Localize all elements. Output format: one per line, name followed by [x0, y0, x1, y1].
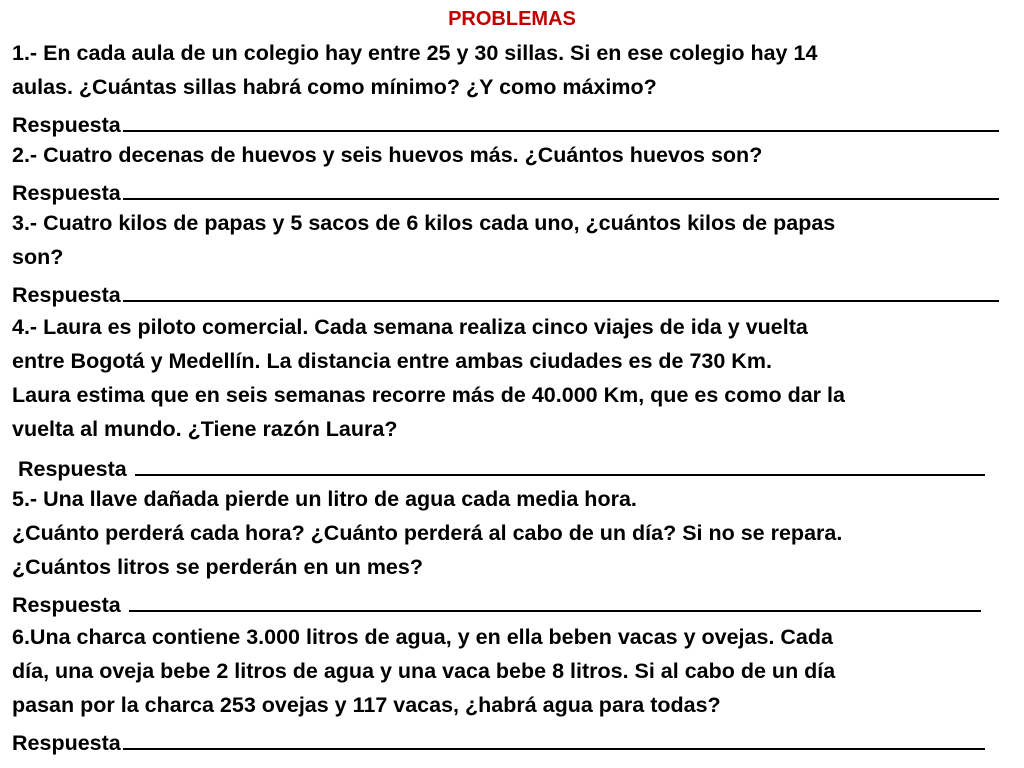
problem-5-line-2: ¿Cuánto perderá cada hora? ¿Cuánto perderá al cabo de un día? Si no se repara.: [12, 521, 843, 545]
problem-5-line-3: ¿Cuántos litros se perderán en un mes?: [12, 555, 423, 579]
problem-5-line-1: 5.- Una llave dañada pierde un litro de agua cada media hora.: [12, 487, 637, 511]
problem-1-answer: [12, 104, 999, 142]
problem-6-line-3: pasan por la charca 253 ovejas y 117 vacas, ¿habrá agua para todas?: [12, 693, 721, 717]
problem-6-line-2: día, una oveja bebe 2 litros de agua y una vaca bebe 8 litros. Si al cabo de un día: [12, 659, 836, 683]
problem-2-answer: [12, 172, 999, 210]
answer-label: Respuesta: [12, 731, 121, 755]
problem-4-line-2: entre Bogotá y Medellín. La distancia entre ambas ciudades es de 730 Km.: [12, 349, 772, 373]
problem-4-answer: [12, 448, 985, 486]
problem-4-line-4: vuelta al mundo. ¿Tiene razón Laura?: [12, 417, 398, 441]
answer-blank-line[interactable]: [123, 274, 999, 302]
problem-1-line-1: 1.- En cada aula de un colegio hay entre 25 y 30 sillas. Si en ese colegio hay 14: [12, 41, 818, 65]
page-title: PROBLEMAS: [448, 8, 576, 30]
problem-3-line-1: 3.- Cuatro kilos de papas y 5 sacos de 6 kilos cada uno, ¿cuántos kilos de papas: [12, 211, 836, 235]
problem-4-line-1: 4.- Laura es piloto comercial. Cada semana realiza cinco viajes de ida y vuelta: [12, 315, 808, 339]
answer-label: Respuesta: [12, 283, 121, 307]
problem-6-answer: [12, 722, 985, 760]
problem-3-answer: [12, 274, 999, 312]
answer-label: Respuesta: [12, 181, 121, 205]
answer-blank-line[interactable]: [123, 104, 999, 132]
problem-2-line-1: 2.- Cuatro decenas de huevos y seis huevos más. ¿Cuántos huevos son?: [12, 143, 763, 167]
answer-label: Respuesta: [12, 113, 121, 137]
problem-1-line-2: aulas. ¿Cuántas sillas habrá como mínimo? ¿Y como máximo?: [12, 75, 657, 99]
problem-5-answer: [12, 584, 981, 622]
answer-blank-line[interactable]: [123, 722, 985, 750]
answer-label: Respuesta: [12, 457, 133, 481]
answer-blank-line[interactable]: [123, 172, 999, 200]
answer-label: Respuesta: [12, 593, 127, 617]
answer-blank-line[interactable]: [129, 584, 981, 612]
problem-6-line-1: 6.Una charca contiene 3.000 litros de agua, y en ella beben vacas y ovejas. Cada: [12, 625, 833, 649]
problem-3-line-2: son?: [12, 245, 64, 269]
problem-4-line-3: Laura estima que en seis semanas recorre más de 40.000 Km, que es como dar la: [12, 383, 845, 407]
answer-blank-line[interactable]: [135, 448, 985, 476]
